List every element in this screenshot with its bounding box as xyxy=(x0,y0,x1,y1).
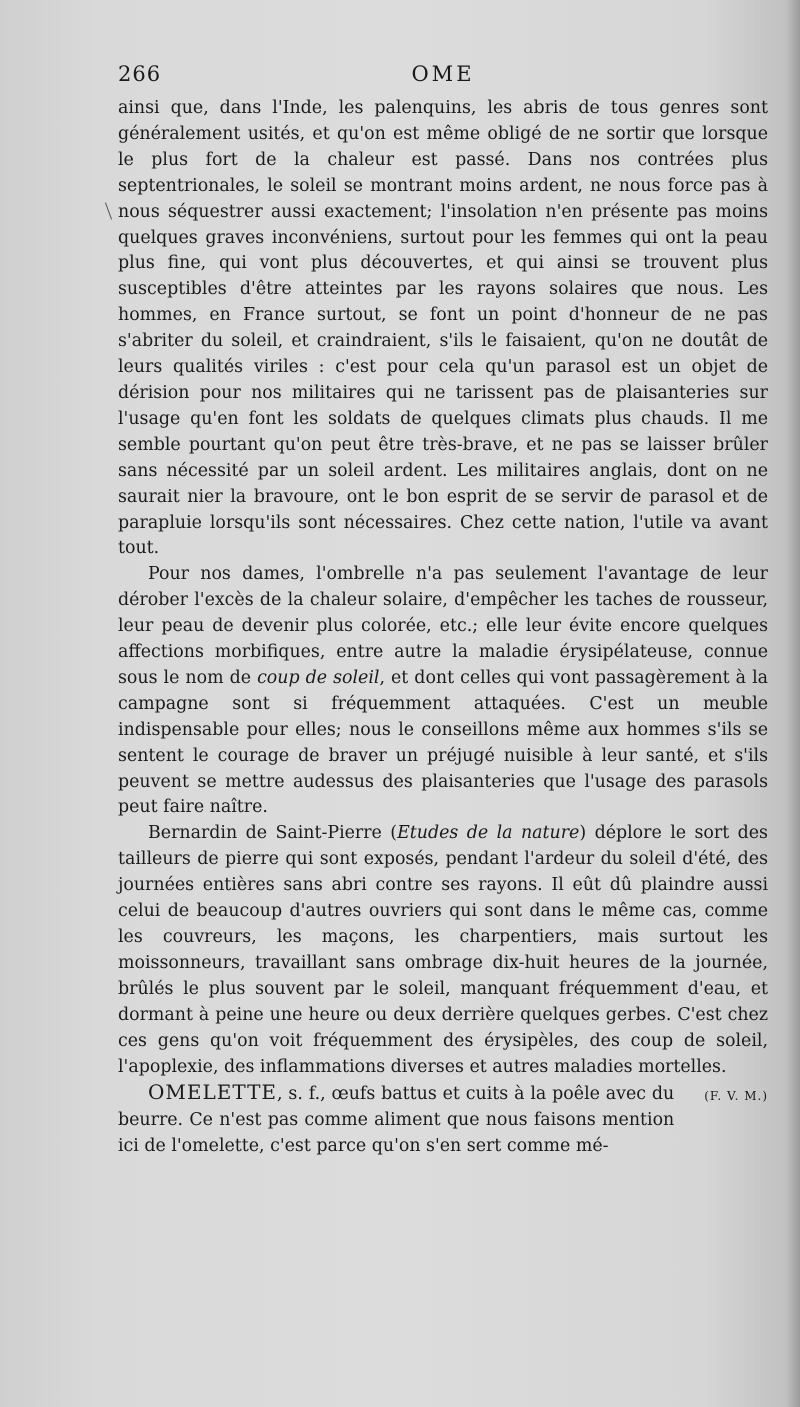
page-header xyxy=(118,62,768,94)
italic-term: coup de soleil xyxy=(257,667,380,688)
paragraph-text: ) déplore le sort des tailleurs de pierre qui sont exposés, pendant l'ardeur du soleil d'été, des journées entières sans abri contre ses rayons. Il eût dû plaindre aussi celui de beaucoup d'autres ouvriers qui sont dans le même cas, comme les couvreurs, les maçons, les charpentiers, mais surtout les moissonneurs, travaillant sans ombrage dix-huit heures de la journée, brûlés le plus souvent par le soleil, manquant fréquemment d'eau, et dormant à peine une heure ou deux derrière quelques gerbes. C'est chez ces gens qu'on voit fréquemment des érysipèles, des coup de soleil, l'apoplexie, des inflammations diverses et autres maladies mortelles. xyxy=(118,823,768,1077)
running-head: OME xyxy=(411,62,475,86)
text-block xyxy=(118,62,768,1160)
margin-mark xyxy=(105,202,112,219)
entry-text: , s. f., œufs battus et cuits à la poêle avec du beurre. Ce n'est pas comme aliment que nous faisons mention ici de l'omelette, c'est parce qu'on s'en sert comme mé- xyxy=(118,1084,675,1157)
dictionary-entry xyxy=(118,1080,768,1160)
paragraph-text: Pour nos dames, l'ombrelle n'a pas seulement l'avantage de leur dérober l'excès de la chaleur solaire, d'empêcher les taches de rousseur, leur peau de devenir plus colorée, etc.; elle leur évite encore quelques affections morbifiques, entre autre la maladie érysipélateuse, connue sous le nom de xyxy=(118,564,768,688)
entry-headword: OMELETTE xyxy=(148,1080,278,1105)
paragraph xyxy=(118,96,768,562)
paragraph-text: Bernardin de Saint-Pierre ( xyxy=(148,823,398,844)
paragraph-text: , et dont celles qui vont passagèrement à la campagne sont si fréquemment attaquées. C'est un meuble indispensable pour elles; nous le conseillons même aux hommes s'ils se sentent le courage de braver un préjugé nuisible à leur santé, et s'ils peuvent se mettre audessus des plaisanteries que l'usage des parasols peut faire naître. xyxy=(118,667,768,818)
italic-book-title: Etudes de la nature xyxy=(397,823,580,844)
author-signature: (F. V. M.) xyxy=(704,1089,768,1104)
paragraph xyxy=(118,562,768,821)
page-number: 266 xyxy=(118,62,162,86)
paragraph-text: ainsi que, dans l'Inde, les palenquins, les abris de tous genres sont généralement usités, et qu'on est même obligé de ne sortir que lorsque le plus fort de la chaleur est passé. Dans nos contrées plus septentrionales, le soleil se montrant moins ardent, ne nous force pas à nous séquestrer aussi exactement; l'insolation n'en présente pas moins quelques graves inconvéniens, surtout pour les femmes qui ont la peau plus fine, qui vont plus découvertes, et qui ainsi se trouvent plus susceptibles d'être atteintes par les rayons solaires que nous. Les hommes, en France surtout, se font un point d'honneur de ne pas s'abriter du soleil, et craindraient, s'ils le faisaient, qu'on ne doutât de leurs qualités viriles : c'est pour cela qu'un parasol est un objet de dérision pour nos militaires qui ne tarissent pas de plaisanteries sur l'usage qu'en font les soldats de quelques climats plus chauds. Il me semble pourtant qu'on peut être très-brave, et ne pas se laisser brûler sans nécessité par un soleil ardent. Les militaires anglais, dont on ne saurait nier la bravoure, ont le bon esprit de se servir de parasol et de parapluie lorsqu'ils sont nécessaires. Chez cette nation, l'utile va avant tout. xyxy=(118,98,768,559)
